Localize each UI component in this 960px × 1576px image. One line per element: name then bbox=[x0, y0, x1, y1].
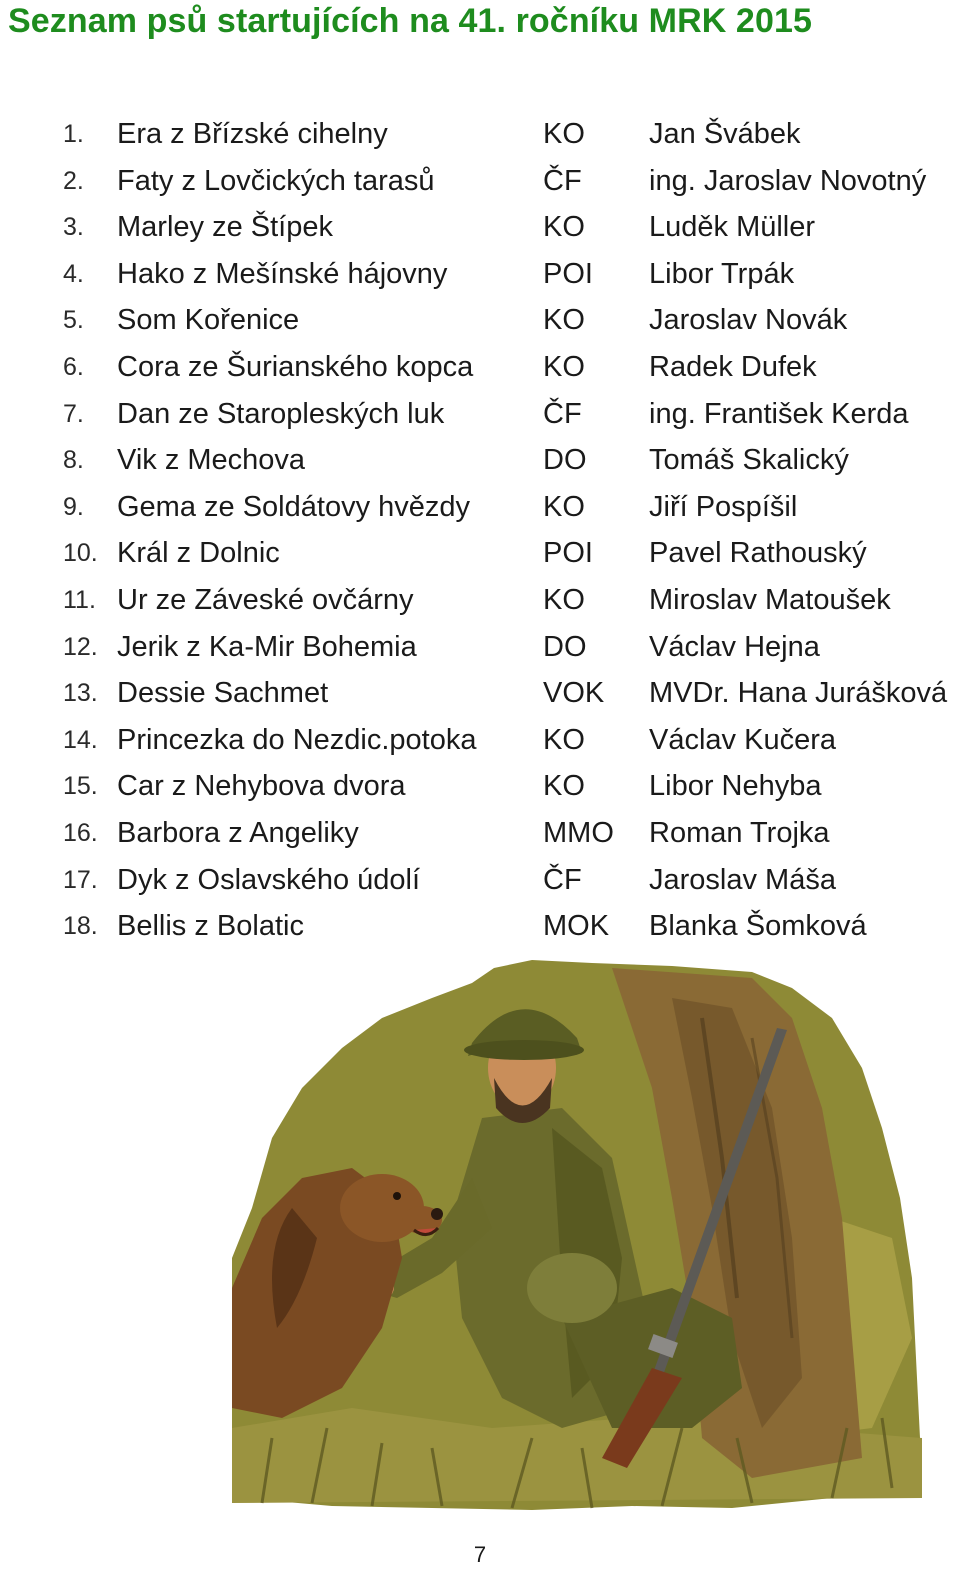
list-item bbox=[0, 810, 960, 857]
owner-name: Tomáš Skalický bbox=[649, 444, 849, 477]
breed-code: DO bbox=[543, 444, 587, 477]
list-item bbox=[0, 111, 960, 158]
dog-name: Marley ze Štípek bbox=[117, 211, 333, 244]
item-number: 4. bbox=[63, 259, 84, 288]
list-item bbox=[0, 344, 960, 391]
breed-code: DO bbox=[543, 630, 587, 663]
item-number: 6. bbox=[63, 352, 84, 381]
breed-code: ČF bbox=[543, 164, 582, 197]
breed-code: ČF bbox=[543, 397, 582, 430]
dog-name: Car z Nehybova dvora bbox=[117, 770, 406, 803]
owner-name: Luděk Müller bbox=[649, 211, 816, 244]
breed-code: ČF bbox=[543, 863, 582, 896]
dog-name: Princezka do Nezdic.potoka bbox=[117, 723, 477, 756]
dog-name: Dan ze Staropleských luk bbox=[117, 397, 445, 430]
breed-code: MOK bbox=[543, 910, 610, 943]
dog-list bbox=[0, 111, 960, 950]
list-item bbox=[0, 857, 960, 904]
owner-name: Václav Kučera bbox=[649, 723, 836, 756]
owner-name: MVDr. Hana Jurášková bbox=[649, 677, 948, 710]
owner-name: Jan Švábek bbox=[649, 118, 801, 150]
item-number: 16. bbox=[63, 818, 98, 847]
item-number: 12. bbox=[63, 632, 98, 661]
owner-name: ing. Jaroslav Novotný bbox=[649, 164, 927, 197]
owner-name: Jaroslav Novák bbox=[649, 304, 848, 337]
item-number: 9. bbox=[63, 492, 84, 521]
item-number: 14. bbox=[63, 725, 98, 754]
breed-code: KO bbox=[543, 350, 585, 383]
breed-code: KO bbox=[543, 118, 585, 150]
hunting-bag bbox=[527, 1253, 617, 1323]
breed-code: POI bbox=[543, 257, 593, 290]
item-number: 18. bbox=[63, 912, 98, 941]
dog-name: Era z Břízské cihelny bbox=[117, 118, 388, 150]
dog-name: Ur ze Záveské ovčárny bbox=[117, 583, 414, 616]
dog-eye bbox=[393, 1192, 401, 1200]
dog-nose bbox=[431, 1208, 443, 1220]
dog-name: Gema ze Soldátovy hvězdy bbox=[117, 490, 471, 523]
item-number: 11. bbox=[63, 585, 96, 614]
dog-name: Faty z Lovčických tarasů bbox=[117, 164, 435, 197]
dog-name: Barbora z Angeliky bbox=[117, 816, 359, 849]
dog-name: Dessie Sachmet bbox=[117, 677, 329, 710]
list-item bbox=[0, 251, 960, 298]
list-item bbox=[0, 903, 960, 950]
dog-name: Král z Dolnic bbox=[117, 537, 280, 570]
list-item bbox=[0, 297, 960, 344]
item-number: 15. bbox=[63, 772, 98, 801]
owner-name: Blanka Šomková bbox=[649, 910, 867, 943]
owner-name: Miroslav Matoušek bbox=[649, 583, 891, 616]
list-item bbox=[0, 204, 960, 251]
page-number: 7 bbox=[473, 1542, 487, 1567]
breed-code: KO bbox=[543, 770, 585, 803]
owner-name: Roman Trojka bbox=[649, 816, 830, 849]
list-item bbox=[0, 763, 960, 810]
item-number: 8. bbox=[63, 446, 84, 475]
item-number: 3. bbox=[63, 213, 84, 242]
dog-name: Jerik z Ka-Mir Bohemia bbox=[117, 630, 417, 663]
item-number: 17. bbox=[63, 865, 98, 894]
list-item bbox=[0, 717, 960, 764]
owner-name: Libor Trpák bbox=[649, 257, 795, 290]
list-item bbox=[0, 391, 960, 438]
item-number: 1. bbox=[63, 120, 84, 148]
owner-name: Jaroslav Máša bbox=[649, 863, 836, 896]
owner-name: Václav Hejna bbox=[649, 630, 820, 663]
dog-name: Hako z Mešínské hájovny bbox=[117, 257, 448, 290]
breed-code: MMO bbox=[543, 816, 614, 849]
owner-name: Libor Nehyba bbox=[649, 770, 822, 803]
dog-name: Cora ze Šurianského kopca bbox=[117, 350, 474, 383]
hunter-with-dog-illustration bbox=[232, 958, 922, 1518]
list-item bbox=[0, 670, 960, 717]
breed-code: KO bbox=[543, 723, 585, 756]
breed-code: KO bbox=[543, 211, 585, 244]
hunter-hat-brim bbox=[464, 1040, 584, 1060]
breed-code: KO bbox=[543, 304, 585, 337]
owner-name: Radek Dufek bbox=[649, 350, 817, 383]
breed-code: KO bbox=[543, 490, 585, 523]
list-item bbox=[0, 577, 960, 624]
list-item bbox=[0, 530, 960, 577]
owner-name: Jiří Pospíšil bbox=[649, 490, 798, 523]
item-number: 10. bbox=[63, 539, 98, 568]
dog-name: Som Kořenice bbox=[117, 304, 300, 337]
item-number: 2. bbox=[63, 166, 84, 195]
list-item bbox=[0, 624, 960, 671]
owner-name: ing. František Kerda bbox=[649, 397, 909, 430]
dog-name: Vik z Mechova bbox=[117, 444, 306, 477]
breed-code: VOK bbox=[543, 677, 605, 710]
item-number: 13. bbox=[63, 679, 98, 708]
dog-name: Dyk z Oslavského údolí bbox=[117, 863, 421, 896]
item-number: 7. bbox=[63, 399, 84, 428]
item-number: 5. bbox=[63, 306, 84, 335]
list-item bbox=[0, 437, 960, 484]
breed-code: KO bbox=[543, 583, 585, 616]
page-title: Seznam psů startujících na 41. ročníku MRK 2015 bbox=[8, 2, 812, 40]
list-item bbox=[0, 484, 960, 531]
breed-code: POI bbox=[543, 537, 593, 570]
owner-name: Pavel Rathouský bbox=[649, 537, 867, 570]
list-item bbox=[0, 158, 960, 205]
dog-name: Bellis z Bolatic bbox=[117, 910, 304, 943]
